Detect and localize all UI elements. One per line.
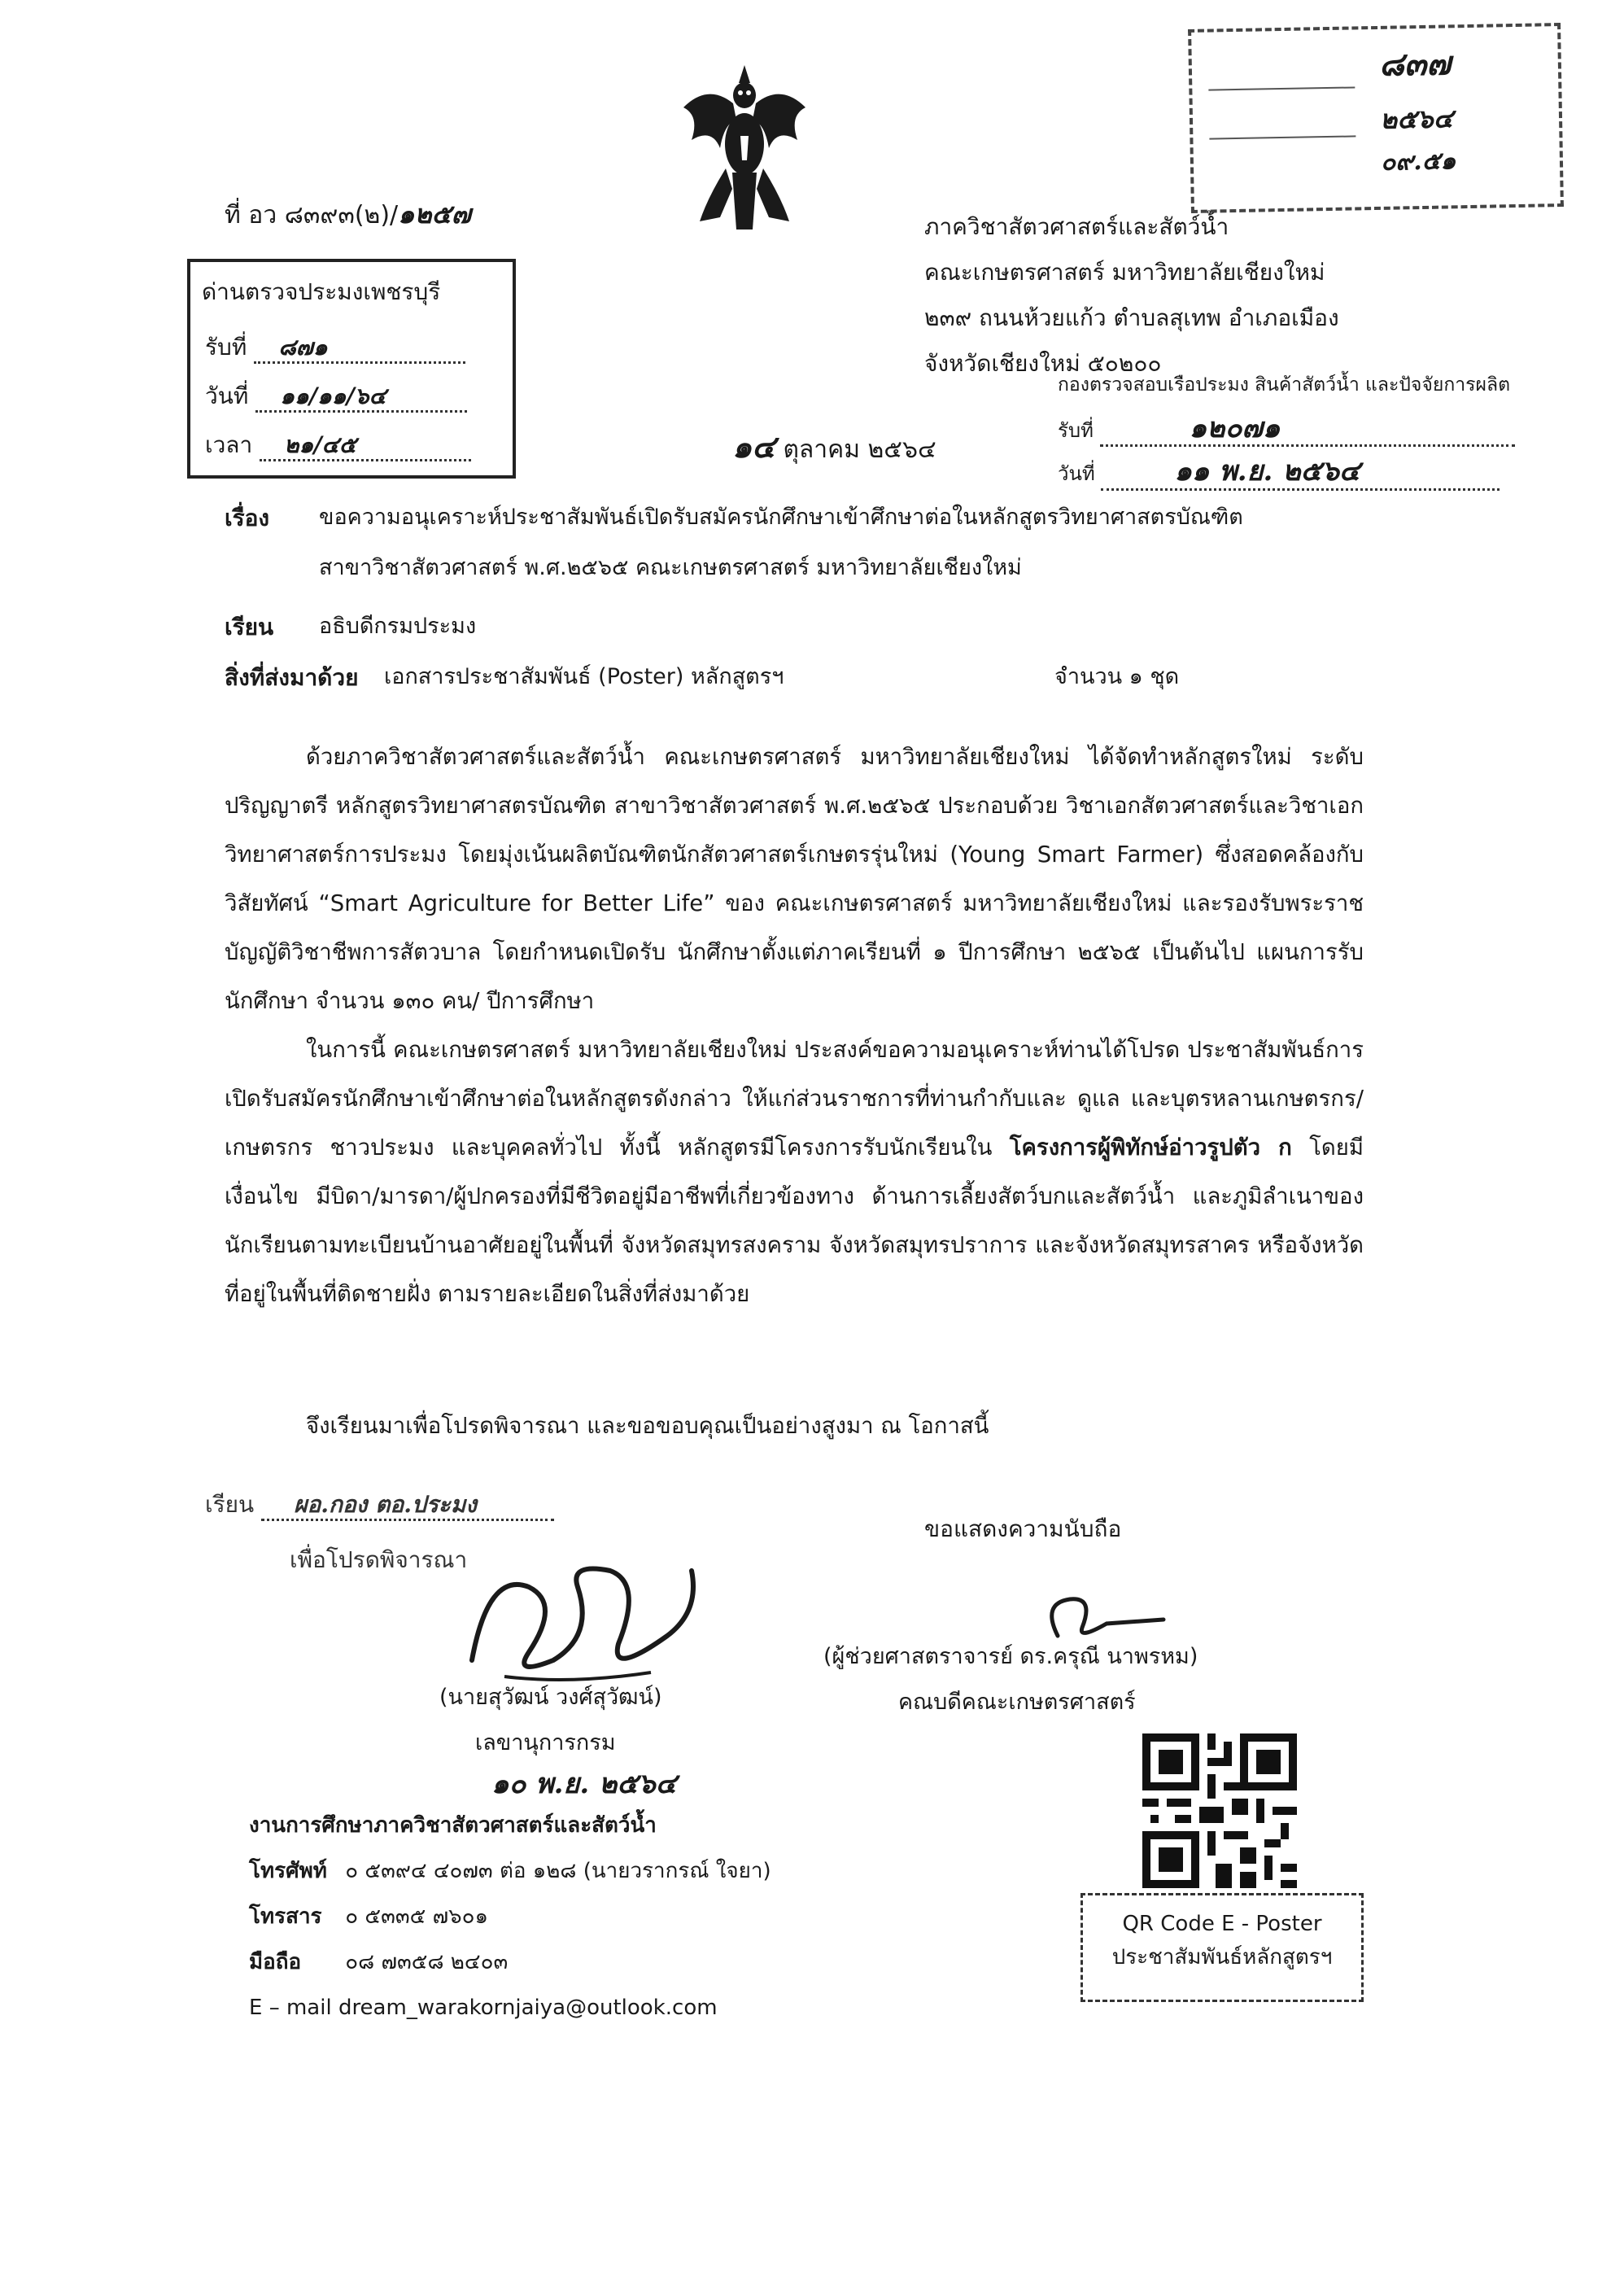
subject-line-1: ขอความอนุเคราะห์ประชาสัมพันธ์เปิดรับสมัครนักศึกษาเข้าศึกษาต่อในหลักสูตรวิทยาศาสตรบัณฑิต [319, 505, 1243, 530]
contact-email-row [249, 1996, 718, 2021]
checkpoint-receive-label: รับที่ [205, 334, 247, 361]
annotation-signature [456, 1538, 716, 1701]
body-paragraph-1: ด้วยภาควิชาสัตวศาสตร์และสัตว์น้ำ คณะเกษตรศาสตร์ มหาวิทยาลัยเชียงใหม่ ได้จัดทำหลักสูตรใหม่ ระดับปริญญาตรี หลักสูตรวิทยาศาสตรบัณฑิต สาขาวิชาสัตวศาสตร์ พ.ศ.๒๕๖๕ ประกอบด้วย วิชาเอกสัตวศาสตร์และวิชาเอกวิทยาศาสตร์การประมง โดยมุ่งเน้นผลิตบัณฑิตนักสัตวศาสตร์เกษตรรุ่นใหม่ (Young Smart Farmer) ซึ่งสอดคล้องกับวิสัยทัศน์ “Smart Agriculture for Better Life” ของ คณะเกษตรศาสตร์ มหาวิทยาลัยเชียงใหม่ และรองรับพระราชบัญญัติวิชาชีพการสัตวบาล โดยกำหนดเปิดรับ นักศึกษาตั้งแต่ภาคเรียนที่ ๑ ปีการศึกษา ๒๕๖๕ เป็นต้นไป แผนการรับนักศึกษา จำนวน ๑๓๐ คน/ ปีการศึกษา [225, 744, 1364, 1014]
checkpoint-date-row [205, 383, 467, 413]
subject-label: เรื่อง [225, 505, 270, 531]
dean-position: คณบดีคณะเกษตรศาสตร์ [898, 1690, 1136, 1715]
contact-phone-label: โทรศัพท์ [249, 1859, 327, 1883]
top-stamp-rule [1209, 135, 1356, 139]
division-date-row [1058, 455, 1538, 491]
address-line-3: ๒๓๙ ถนนห้วยแก้ว ตำบลสุเทพ อำเภอเมือง [924, 304, 1339, 331]
qr-caption-box [1080, 1893, 1364, 2002]
contact-mobile: ๐๘ ๗๓๕๘ ๒๔๐๓ [345, 1950, 509, 1974]
address-line-1: ภาควิชาสัตวศาสตร์และสัตว์น้ำ [924, 213, 1229, 240]
annotation-name: (นายสุวัฒน์ วงศ์สุวัฒน์) [439, 1685, 662, 1710]
division-date-value: ๑๑ พ.ย. ๒๕๖๔ [1101, 455, 1500, 491]
contact-email[interactable]: dream_warakornjaiya@outlook.com [338, 1996, 718, 2020]
contact-fax: ๐ ๕๓๓๕ ๗๖๐๑ [345, 1904, 488, 1929]
regards-text: ขอแสดงความนับถือ [924, 1515, 1122, 1542]
contact-fax-label: โทรสาร [249, 1904, 322, 1929]
reference-prefix: ที่ อว ๘๓๙๓(๒)/ [225, 201, 399, 230]
letter-date-month-year: ตุลาคม ๒๕๖๔ [783, 435, 936, 464]
checkpoint-receive-row [205, 334, 465, 364]
contact-email-label: E – mail [249, 1996, 332, 2020]
annotation-for-text: เพื่อโปรดพิจารณา [290, 1546, 468, 1573]
contact-department: งานการศึกษาภาควิชาสัตวศาสตร์และสัตว์น้ำ [249, 1813, 657, 1838]
address-line-4: จังหวัดเชียงใหม่ ๕๐๒๐๐ [924, 350, 1162, 377]
annotation-date: ๑๐ พ.ย. ๒๕๖๔ [491, 1768, 677, 1800]
top-stamp-number: ๘๓๗ [1378, 44, 1452, 84]
checkpoint-date-label: วันที่ [205, 383, 249, 409]
contact-phone-row [249, 1859, 771, 1884]
recipient-value: อธิบดีกรมประมง [319, 614, 477, 639]
contact-fax-row [249, 1904, 488, 1930]
contact-phone: ๐ ๕๓๙๔ ๔๐๗๓ ต่อ ๑๒๘ (นายวรากรณ์ ใจยา) [345, 1859, 771, 1883]
checkpoint-date-value: ๑๑/๑๑/๖๔ [255, 383, 467, 413]
subject-line-2: สาขาวิชาสัตวศาสตร์ พ.ศ.๒๕๖๕ คณะเกษตรศาสตร์ มหาวิทยาลัยเชียงใหม่ [319, 555, 1022, 580]
division-date-label: วันที่ [1058, 462, 1095, 486]
qr-caption-line-1: QR Code E - Poster [1122, 1912, 1322, 1936]
qr-caption-line-2: ประชาสัมพันธ์หลักสูตรฯ [1111, 1945, 1333, 1970]
project-name: โครงการผู้พิทักษ์อ่าวรูปตัว ก [1009, 1134, 1292, 1161]
division-receive-label: รับที่ [1058, 418, 1094, 442]
body-paragraph-2 [225, 1025, 1364, 1318]
letter-date [732, 428, 936, 466]
letter-date-day: ๑๔ [732, 428, 775, 465]
annotation-to-value: ผอ.กอง ตอ.ประมง [261, 1491, 554, 1521]
address-line-2: คณะเกษตรศาสตร์ มหาวิทยาลัยเชียงใหม่ [924, 259, 1325, 286]
checkpoint-time-value: ๒๑/๔๕ [260, 431, 471, 461]
enclosure-value: เอกสารประชาสัมพันธ์ (Poster) หลักสูตรฯ [384, 664, 784, 689]
enclosure-label: สิ่งที่ส่งมาด้วย [225, 664, 359, 691]
enclosure-quantity: จำนวน ๑ ชุด [1054, 664, 1180, 689]
body-paragraph-2-part-a: ในการนี้ คณะเกษตรศาสตร์ มหาวิทยาลัยเชียงใหม่ ประสงค์ขอความอนุเคราะห์ท่านได้โปรด ประชาสัมพันธ์การเปิดรับสมัครนักศึกษาเข้าศึกษาต่อในหลักสูตรดังกล่าว ให้แก่ส่วนราชการที่ท่านกำกับและ ดูแล และบุตรหลานเกษตรกร/เกษตรกร ชาวประมง และบุคคลทั่วไป ทั้งนี้ หลักสูตรมีโครงการรับนักเรียนใน [225, 1037, 1364, 1161]
division-receive-row [1058, 412, 1538, 448]
top-stamp-rule [1208, 86, 1355, 90]
division-receive-value: ๑๒๐๗๑ [1100, 412, 1515, 448]
annotation-to-label: เรียน [205, 1491, 255, 1518]
reference-handwritten: ๑๒๕๗ [398, 199, 471, 230]
garuda-emblem-icon [675, 59, 814, 238]
qr-code-icon[interactable] [1142, 1733, 1297, 1888]
recipient-label: เรียน [225, 614, 274, 640]
checkpoint-receive-value: ๘๗๑ [254, 334, 465, 364]
top-stamp-time: ๐๙.๕๑ [1380, 146, 1456, 177]
annotation-to-row [205, 1491, 554, 1521]
checkpoint-time-label: เวลา [205, 431, 253, 458]
reference-number [225, 199, 471, 230]
checkpoint-receipt-stamp [187, 259, 516, 479]
contact-mobile-label: มือถือ [249, 1950, 302, 1974]
annotation-position: เลขานุการกรม [475, 1730, 616, 1755]
contact-mobile-row [249, 1950, 508, 1975]
dean-name: (ผู้ช่วยศาสตราจารย์ ดร.ครุณี นาพรหม) [823, 1644, 1198, 1669]
top-stamp-date: ๒๕๖๔ [1379, 103, 1454, 135]
checkpoint-stamp-title: ด่านตรวจประมงเพชรบุรี [202, 278, 441, 305]
closing-sentence: จึงเรียนมาเพื่อโปรดพิจารณา และขอขอบคุณเป็นอย่างสูงมา ณ โอกาสนี้ [306, 1413, 989, 1439]
sender-address [924, 213, 1339, 396]
checkpoint-time-row [205, 431, 471, 461]
division-receipt-stamp [1058, 374, 1538, 491]
top-right-receipt-stamp [1188, 23, 1564, 213]
body-paragraph-2-part-b: โดยมีเงื่อนไข มีบิดา/มารดา/ผู้ปกครองที่มีชีวิตอยู่มีอาชีพที่เกี่ยวข้องทาง ด้านการเลี้ยงสัตว์บกและสัตว์น้ำ และภูมิลำเนาของนักเรียนตามทะเบียนบ้านอาศัยอยู่ในพื้นที่ จังหวัดสมุทรสงคราม จังหวัดสมุทรปราการ และจังหวัดสมุทรสาคร หรือจังหวัดที่อยู่ในพื้นที่ติดชายฝั่ง ตามรายละเอียดในสิ่งที่ส่งมาด้วย [225, 1134, 1364, 1307]
division-stamp-title: กองตรวจสอบเรือประมง สินค้าสัตว์น้ำ และปัจจัยการผลิต [1058, 374, 1511, 396]
